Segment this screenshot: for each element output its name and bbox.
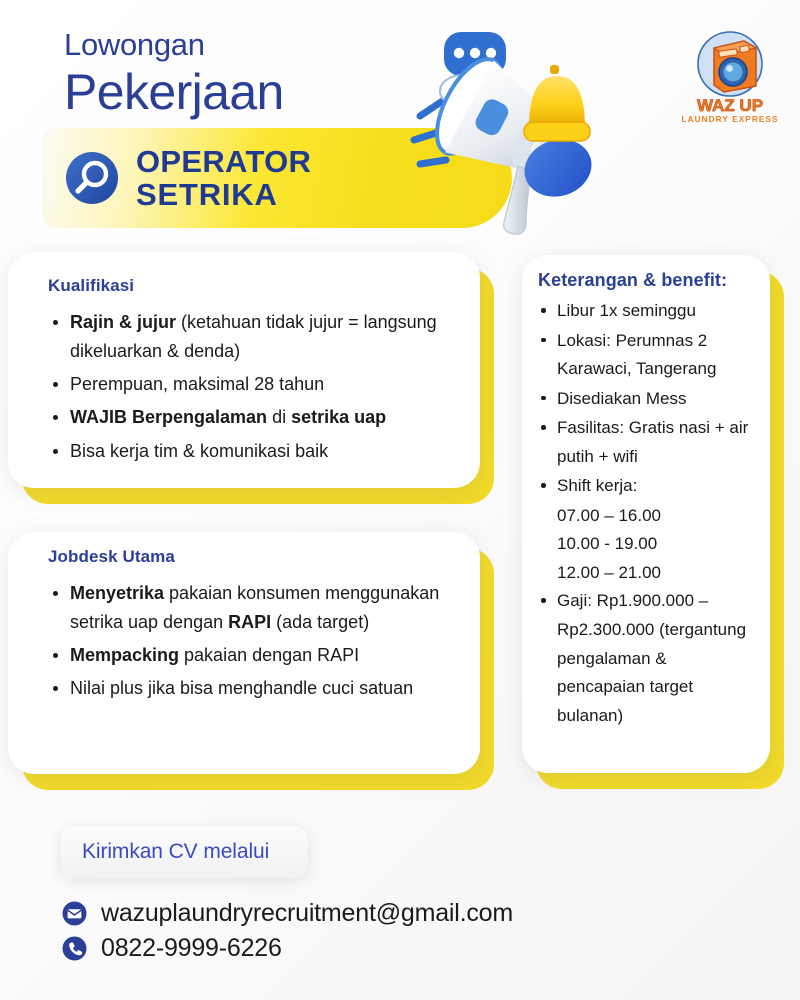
send-cv-label: Kirimkan CV melalui (82, 840, 270, 863)
page-title: Pekerjaan (64, 64, 284, 121)
list-item (48, 641, 468, 670)
jobdesk-2-rest: pakaian dengan RAPI (179, 645, 360, 666)
list-item: Shift kerja: (538, 472, 758, 501)
qualifications-title: Kualifikasi (48, 276, 135, 295)
qualification-3-strong2: setrika uap (291, 407, 387, 428)
qualification-3-strong: WAJIB Berpengalaman (70, 407, 268, 428)
shift-time-1: 07.00 – 16.00 (557, 505, 661, 525)
jobdesk-content (48, 547, 468, 708)
benefit-title: Keterangan & benefit: (538, 270, 728, 290)
logo-name: WAZ UP (696, 96, 764, 115)
list-item (48, 579, 468, 637)
shift-time-3: 12.00 – 21.00 (557, 562, 661, 582)
list-item (48, 403, 468, 432)
position-title (136, 145, 311, 212)
position-title-line2: SETRIKA (136, 177, 278, 212)
qualification-4-text: Bisa kerja tim & komunikasi baik (70, 440, 329, 461)
jobdesk-3-text: Nilai plus jika bisa menghandle cuci satuan (70, 678, 414, 699)
list-item: Gaji: Rp1.900.000 – Rp2.300.000 (tergantung pengalaman & pencapaian target bulanan) (538, 587, 758, 730)
qualification-1-rest: (ketahuan tidak jujur = langsung dikeluarkan & denda) (70, 312, 437, 362)
benefit-content (538, 270, 758, 731)
benefit-list (538, 297, 758, 501)
header-subtitle: Lowongan (64, 27, 205, 62)
envelope-icon (62, 901, 87, 926)
jobdesk-1-tail: (ada target) (271, 612, 370, 633)
jobdesk-2-strong: Mempacking (70, 645, 180, 666)
list-item (48, 437, 468, 466)
poster-header (64, 28, 284, 120)
list-item: Disediakan Mess (538, 385, 758, 414)
contact-email-text[interactable]: wazuplaundryrecruitment@gmail.com (101, 899, 513, 927)
company-logo (678, 24, 782, 128)
list-item (48, 308, 468, 366)
position-title-line1: OPERATOR (136, 143, 312, 179)
list-item (48, 674, 468, 703)
qualification-3-mid: di (267, 407, 292, 428)
contact-email-row[interactable] (62, 899, 513, 928)
jobdesk-1-strong2: RAPI (228, 612, 272, 633)
phone-icon (62, 936, 87, 961)
position-banner-content (42, 128, 512, 228)
list-item: Libur 1x seminggu (538, 297, 758, 326)
send-cv-pill (60, 826, 308, 878)
shift-time-2: 10.00 - 19.00 (557, 534, 658, 554)
logo-tagline: LAUNDRY EXPRESS (681, 115, 779, 124)
magnifier-icon (64, 150, 120, 206)
jobdesk-1-mid: pakaian konsumen menggunakan setrika uap dengan (70, 583, 440, 633)
list-item (48, 370, 468, 399)
salary-list (538, 587, 758, 730)
qualification-1-strong: Rajin & jujur (70, 312, 177, 332)
bell-icon (524, 65, 590, 141)
contact-phone-row[interactable] (62, 934, 282, 963)
list-item: Fasilitas: Gratis nasi + air putih + wifi (538, 414, 758, 471)
list-item: Lokasi: Perumnas 2 Karawaci, Tangerang (538, 327, 758, 384)
washing-machine-icon (678, 24, 782, 128)
jobdesk-title: Jobdesk Utama (48, 547, 175, 566)
contact-phone-text[interactable]: 0822-9999-6226 (101, 934, 282, 962)
qualifications-list (48, 308, 468, 466)
jobdesk-1-strong: Menyetrika (70, 583, 165, 603)
jobdesk-list (48, 579, 468, 704)
qualification-2-text: Perempuan, maksimal 28 tahun (70, 374, 325, 395)
qualifications-content (48, 276, 468, 470)
